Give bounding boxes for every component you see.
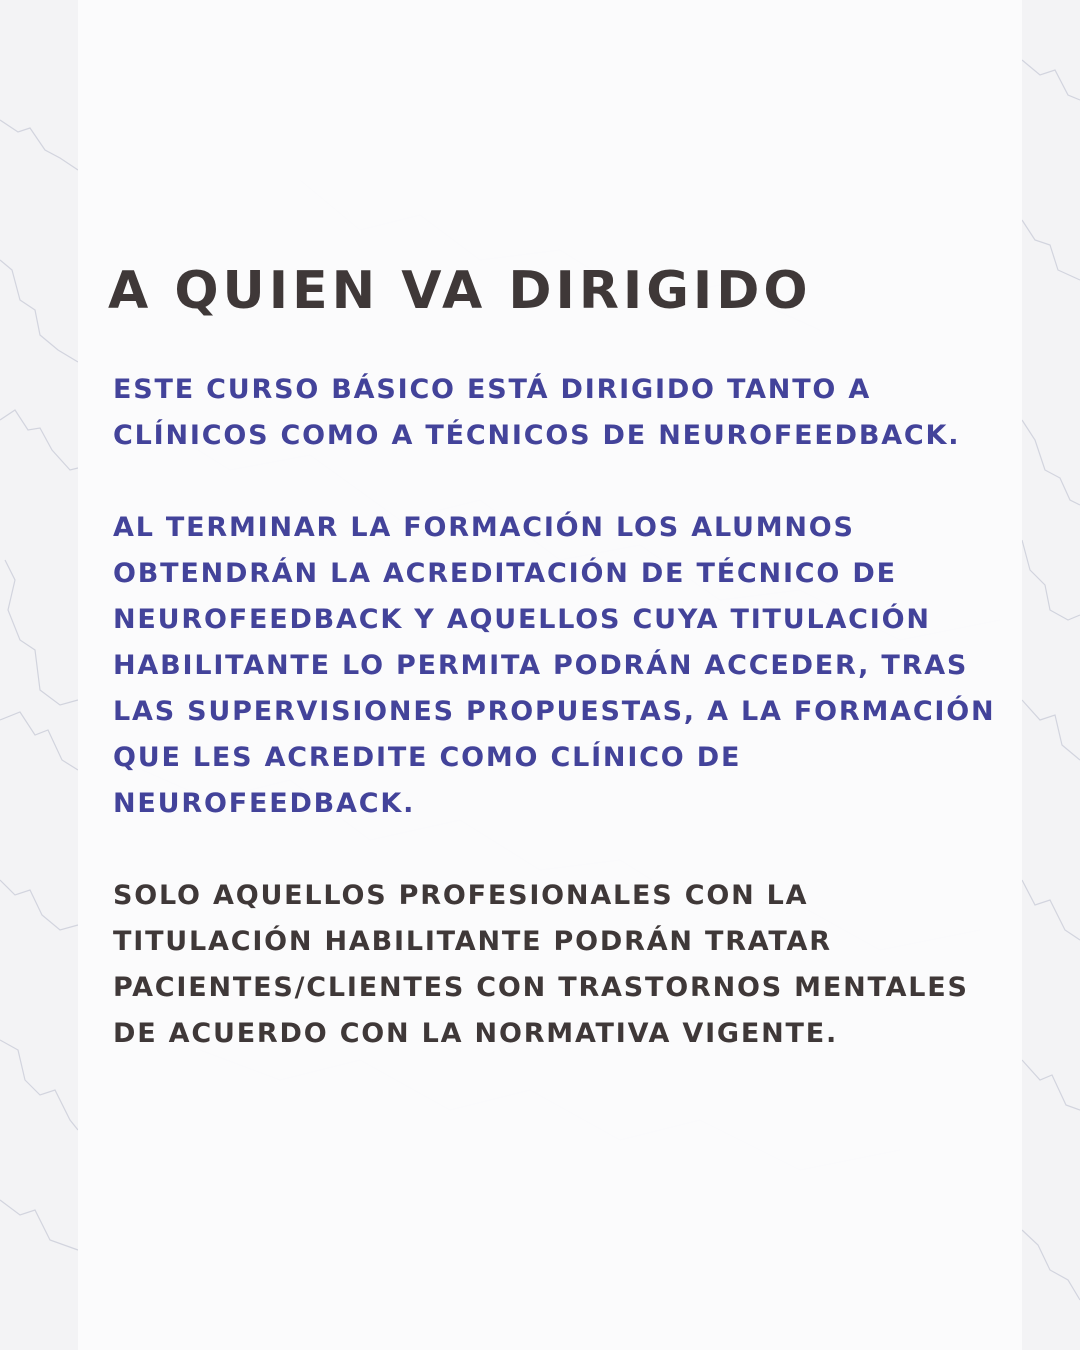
paragraph-audience xyxy=(113,367,1013,459)
text-line: SOLO AQUELLOS PROFESIONALES CON LA xyxy=(113,880,809,911)
text-line: AL TERMINAR LA FORMACIÓN LOS ALUMNOS xyxy=(113,512,855,543)
text-line: TITULACIÓN HABILITANTE PODRÁN TRATAR xyxy=(113,926,832,957)
text-line: OBTENDRÁN LA ACREDITACIÓN DE TÉCNICO DE xyxy=(113,558,897,589)
text-line: LAS SUPERVISIONES PROPUESTAS, A LA FORMACIÓN xyxy=(113,696,996,727)
text-line: DE ACUERDO CON LA NORMATIVA VIGENTE. xyxy=(113,1018,839,1049)
page-title: A QUIEN VA DIRIGIDO xyxy=(108,261,812,321)
text-line: ESTE CURSO BÁSICO ESTÁ DIRIGIDO TANTO A xyxy=(113,374,872,405)
text-line: NEUROFEEDBACK Y AQUELLOS CUYA TITULACIÓN xyxy=(113,604,931,635)
text-line: QUE LES ACREDITE COMO CLÍNICO DE xyxy=(113,742,742,773)
text-line: PACIENTES/CLIENTES CON TRASTORNOS MENTALES xyxy=(113,972,969,1003)
paragraph-regulation xyxy=(113,873,1013,1057)
text-line: HABILITANTE LO PERMITA PODRÁN ACCEDER, TRAS xyxy=(113,650,969,681)
text-line: CLÍNICOS COMO A TÉCNICOS DE NEUROFEEDBACK. xyxy=(113,420,961,451)
paragraph-accreditation xyxy=(113,505,1013,827)
text-line: NEUROFEEDBACK. xyxy=(113,788,416,819)
